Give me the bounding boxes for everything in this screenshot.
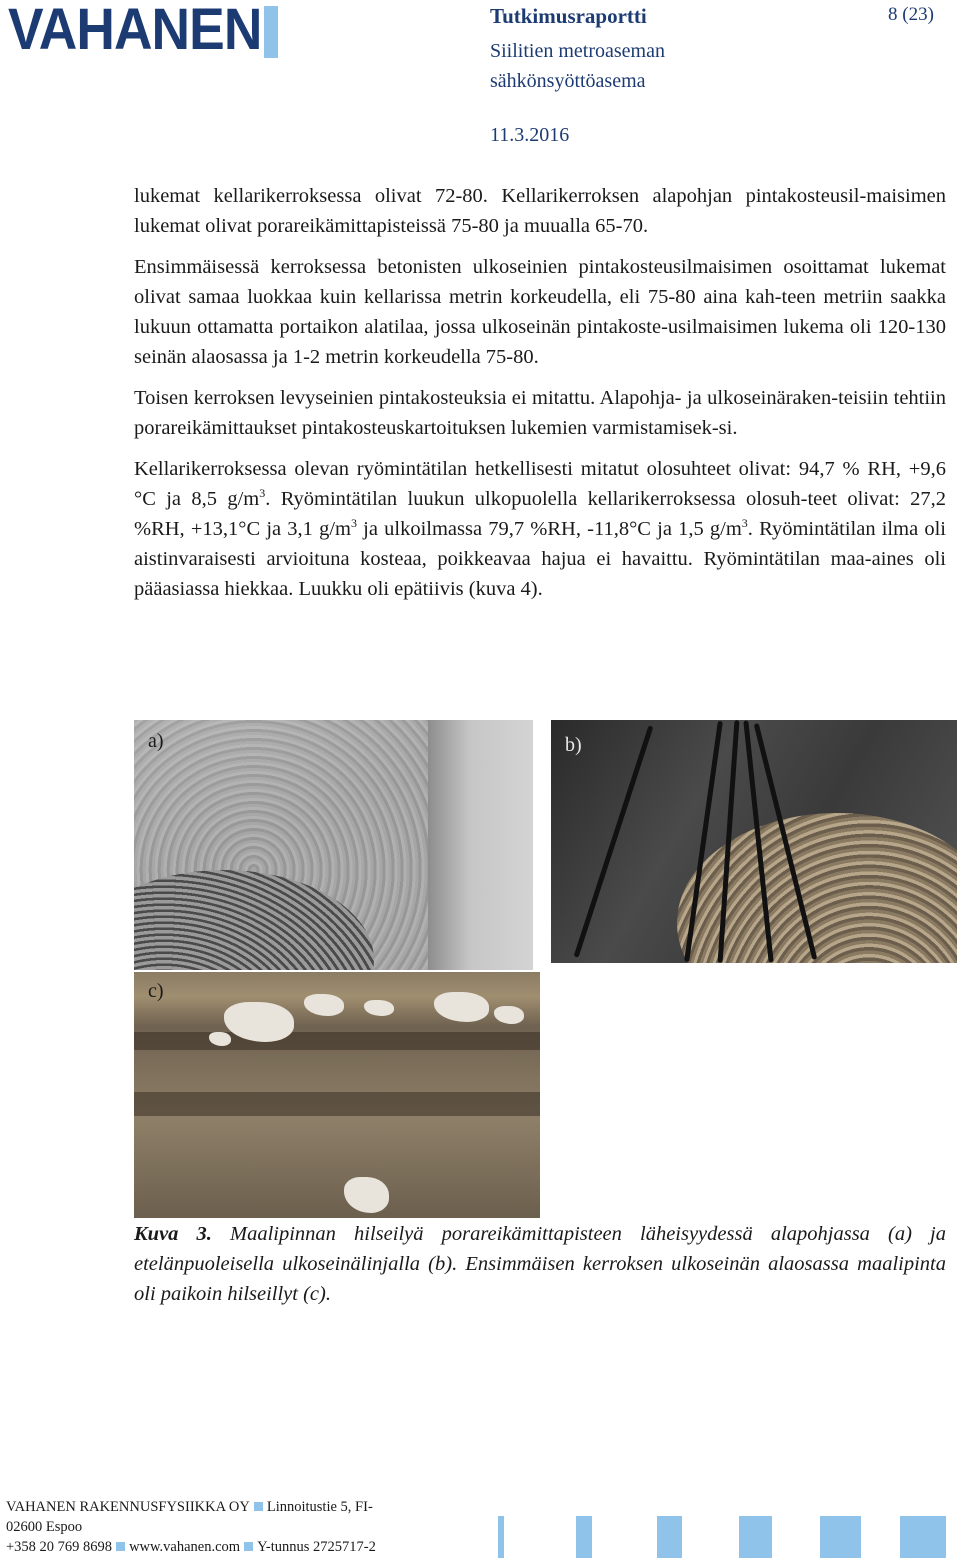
footer-line-3	[6, 1537, 376, 1557]
superscript: 3	[741, 516, 748, 531]
footer-company: VAHANEN RAKENNUSFYSIIKKA OY	[6, 1499, 250, 1515]
photo-c-peeling-paint	[134, 972, 540, 1218]
footer-bar-decoration	[576, 1516, 592, 1558]
logo-accent-bar	[264, 6, 278, 58]
photo-c-paint-flake	[344, 1177, 389, 1213]
photo-c-paint-flake	[304, 994, 344, 1016]
footer-address-1: Linnoitustie 5, FI-	[266, 1499, 373, 1515]
body-text	[134, 181, 946, 615]
photo-c-shadow-band	[134, 1092, 540, 1116]
company-logo	[8, 0, 288, 62]
report-subtitle	[490, 36, 665, 96]
photo-a-wall	[428, 720, 533, 970]
footer-bar-decoration	[498, 1516, 504, 1558]
p4-part-d: . Ryömintätilan ilma oli aistinvaraisesti arvioituna kosteaa, poikkeavaa hajua ei havaittu. Ryömintätilan maa-aines oli pääasiassa hiekkaa. Luukku oli epätiivis (kuva 4).	[134, 518, 946, 600]
photo-b-label: b)	[565, 734, 582, 756]
photo-c-paint-flake	[494, 1006, 524, 1024]
p4-part-c: ja ulkoilmassa 79,7 %RH, -11,8°C ja 1,5 g/m	[357, 518, 742, 540]
photo-c-paint-flake	[364, 1000, 394, 1016]
square-bullet-icon	[116, 1542, 125, 1551]
paragraph-3: Toisen kerroksen levyseinien pintakosteuksia ei mitattu. Alapohja- ja ulkoseinäraken-teisiin tehtiin porareikämittaukset pintakosteuskartoituksen lukemien varmistamisek-si.	[134, 387, 946, 439]
p4-part-b: . Ryömintätilan luukun ulkopuolella kellarikerroksessa olosuh-teet olivat: 27,2 %RH, +13,1°C ja 3,1 g/m	[134, 488, 946, 540]
footer-bar-decoration	[820, 1516, 861, 1558]
paragraph-4	[134, 454, 946, 604]
report-subtitle-line1: Siilitien metroaseman	[490, 40, 665, 62]
square-bullet-icon	[244, 1542, 253, 1551]
photo-c-paint-flake	[434, 992, 489, 1022]
paragraph-1: lukemat kellarikerroksessa olivat 72-80. Kellarikerroksen alapohjan pintakosteusil-maisimen lukemat olivat porareikämittapisteissä 75-80 ja muualla 65-70.	[134, 185, 946, 237]
superscript: 3	[351, 516, 357, 531]
photo-b-wire	[574, 725, 654, 958]
caption-label: Kuva 3.	[134, 1223, 212, 1245]
caption-text: Maalipinnan hilseilyä porareikämittapisteen läheisyydessä alapohjassa (a) ja etelänpuoleisella ulkoseinälinjalla (b). Ensimmäisen kerroksen ulkoseinän alaosassa maalipinta oli paikoin hilseillyt (c).	[134, 1223, 946, 1305]
photo-a-floor	[134, 720, 533, 970]
page-number: 8 (23)	[888, 4, 934, 25]
photo-c-label: c)	[148, 980, 164, 1002]
footer-address-2: 02600 Espoo	[6, 1519, 83, 1535]
footer-bar-decoration	[739, 1516, 772, 1558]
footer-phone: +358 20 769 8698	[6, 1539, 113, 1555]
superscript: 3	[259, 486, 266, 501]
paragraph-2: Ensimmäisessä kerroksessa betonisten ulkoseinien pintakosteusilmaisimen osoittamat lukemat olivat samaa luokkaa kuin kellarissa metrin korkeudella, eli 75-80 aina kah-teen metriin saakka lukuun ottamatta portaikon alatilaa, jossa ulkoseinän pintakoste-usilmaisimen lukema oli 120-130 seinän alaosassa ja 1-2 metrin korkeudella 75-80.	[134, 256, 946, 368]
footer-web: www.vahanen.com	[129, 1539, 241, 1555]
footer-line-2	[6, 1517, 376, 1537]
figure-caption	[134, 1219, 946, 1309]
photo-a-label: a)	[148, 730, 164, 752]
report-date: 11.3.2016	[490, 124, 570, 146]
report-title: Tutkimusraportti	[490, 4, 647, 28]
footer-line-1	[6, 1497, 376, 1517]
page-footer	[6, 1497, 376, 1557]
footer-bar-decoration	[657, 1516, 682, 1558]
photo-c-shadow-band	[134, 1032, 540, 1050]
square-bullet-icon	[254, 1502, 263, 1511]
p4-part-a: Kellarikerroksessa olevan ryömintätilan hetkellisesti mitatut olosuhteet olivat: 94,7 % RH, +9,6 °C ja 8,5 g/m	[134, 458, 946, 510]
photo-a-cables	[134, 870, 374, 970]
logo-text: VAHANEN	[8, 0, 262, 62]
footer-bar-decoration	[900, 1516, 946, 1558]
photo-b-wall-cables	[551, 720, 957, 963]
report-subtitle-line2: sähkönsyöttöasema	[490, 70, 646, 92]
footer-ytunnus: Y-tunnus 2725717-2	[257, 1539, 376, 1555]
